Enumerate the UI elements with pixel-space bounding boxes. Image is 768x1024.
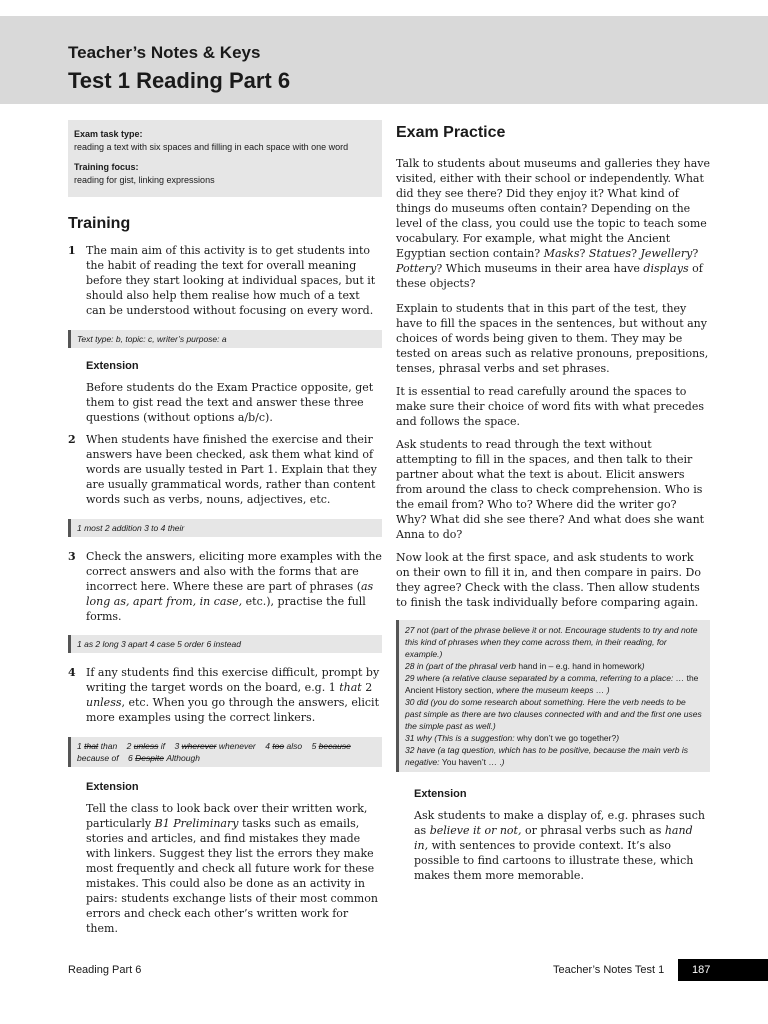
item-text: 2: [361, 681, 373, 694]
answer-key-4: 1 that than 2 unless if 3 wherever whenever 4 too also 5 because because of 6 Despite Although: [68, 737, 382, 767]
item-text: Check the answers, eliciting more examples with the correct answers and also with the forms that are incorrect here. Where these are part of phrases (: [86, 550, 382, 593]
extension-2: [68, 781, 382, 936]
item-text: , etc. When you go through the answers, elicit more examples using the correct linkers.: [86, 696, 379, 724]
item-text-italic: as long as, apart from, in case,: [86, 580, 374, 608]
item-number: 1: [68, 244, 76, 257]
item-number: 2: [68, 433, 76, 446]
item-text-italic: unless: [86, 696, 122, 709]
exam-practice-paragraph-2: Explain to students that in this part of the test, they have to fill the spaces in the sentences, but without any choices of words being given to them. They may be tested on areas such as relative pronouns, prepositions, tenses, phrasal verbs and set phrases.: [396, 302, 709, 375]
key-item-32: 32 have (a tag question, which has to be positive, because the main verb is negative: You haven’t … .): [405, 745, 689, 767]
training-focus-text: reading for gist, linking expressions: [74, 175, 215, 185]
page-title: Test 1 Reading Part 6: [68, 68, 291, 93]
page-number: 187: [678, 959, 768, 981]
answer-key-2: 1 most 2 addition 3 to 4 their: [68, 519, 382, 537]
extension-text: Ask students to make a display of, e.g. phrases such as believe it or not, or phrasal verbs such as hand in, with sentences to provide context. It’s also possible to find cartoons to illustrate these, which makes them more memorable.: [414, 809, 705, 882]
exam-practice-paragraph-1: Talk to students about museums and galleries they have visited, either with their school or independently. What did they see there? Did they enjoy it? What kind of things do museums often contain? Depending on the level of the class, you could use the topic to teach some vocabulary. For example, what might the Ancient Egyptian section contain? Masks? Statues? Jewellery? Pottery? Which museums in their area have displays of these objects?: [396, 157, 711, 290]
extension-text: Before students do the Exam Practice opposite, get them to gist read the text and answer these three questions (without options a/b/c).: [86, 381, 374, 424]
item-text: The main aim of this activity is to get students into the habit of reading the text for overall meaning before they start looking at individual spaces, but it should also help them realise how much of a text can be understood without focusing on every word.: [86, 244, 376, 317]
key-item-29: 29 where (a relative clause separated by a comma, referring to a place: … the Ancient History section, where the museum keeps … ): [405, 673, 699, 695]
exam-task-text: reading a text with six spaces and filling in each space with one word: [74, 142, 349, 152]
extension-1: [68, 360, 382, 425]
page-header: [0, 16, 768, 104]
item-number: 3: [68, 550, 76, 563]
extension-text: Tell the class to look back over their written work, particularly B1 Preliminary tasks such as emails, stories and articles, and find mistakes they made with linkers. Suggest they list the errors they make most frequently and check all future work for these mistakes. This could also be done as an activity in pairs: students exchange lists of their most common errors and check each other’s written work for them.: [86, 802, 378, 935]
exam-practice-extension: [396, 788, 710, 883]
header-subtitle: Teacher’s Notes & Keys: [68, 43, 261, 62]
key-item-28: 28 in (part of the phrasal verb hand in – e.g. hand in homework): [405, 661, 645, 671]
left-column: [68, 120, 382, 936]
training-item-3: [68, 549, 382, 624]
key-item-27: 27 not (part of the phrase believe it or not. Encourage students to try and note this kind of phrases when they come across them, in their reading, for example.): [405, 625, 698, 659]
item-number: 4: [68, 666, 76, 679]
extension-heading: Extension: [86, 360, 139, 372]
training-item-2: [68, 432, 382, 507]
extension-heading: Extension: [86, 781, 139, 793]
footer-section-label: Reading Part 6: [68, 964, 142, 976]
task-info-box: [68, 120, 382, 197]
exam-practice-heading: Exam Practice: [396, 124, 506, 141]
footer-book-label: Teacher’s Notes Test 1: [553, 964, 665, 976]
key-item-31: 31 why (This is a suggestion: why don’t we go together?): [405, 733, 620, 743]
training-item-4: [68, 665, 382, 725]
right-column: [396, 120, 710, 883]
training-heading: Training: [68, 215, 131, 232]
training-item-1: [68, 243, 382, 318]
training-focus-label: Training focus:: [74, 162, 139, 172]
exam-practice-answer-key: [396, 620, 710, 772]
extension-heading: Extension: [414, 788, 467, 800]
exam-practice-paragraph-5: Now look at the first space, and ask students to work on their own to fill it in, and then compare in pairs. Do they agree? Check with the class. Then allow students to finish the task individually before comparing again.: [396, 551, 701, 609]
item-text: etc.), practise the full forms.: [86, 595, 366, 623]
item-text: When students have finished the exercise and their answers have been checked, ask them what kind of words are usually tested in Part 1. Explain that they are usually grammatical words, rather than content words such as verbs, nouns, adjectives, etc.: [86, 433, 377, 506]
key-item-30: 30 did (you do some research about something. Here the verb needs to be past simple as there are two clauses connected with and and the first one uses the simple past as well.): [405, 697, 702, 731]
exam-practice-paragraph-3: It is essential to read carefully around the spaces to make sure their choice of word fits with what precedes and follows the space.: [396, 385, 705, 428]
exam-task-label: Exam task type:: [74, 129, 143, 139]
item-text: If any students find this exercise difficult, prompt by writing the target words on the board, e.g. 1: [86, 666, 380, 694]
item-text-italic: that: [339, 681, 362, 694]
answer-key-1: Text type: b, topic: c, writer’s purpose: a: [68, 330, 382, 348]
exam-practice-paragraph-4: Ask students to read through the text without attempting to fill in the spaces, and then talk to their partner about what the text is about. Elicit answers from around the class to check comprehension. Who is the email from? Who to? Where did the writer go? Why? What did she see there? And what does she want Anna to do?: [396, 438, 705, 541]
answer-key-3: 1 as 2 long 3 apart 4 case 5 order 6 instead: [68, 635, 382, 653]
